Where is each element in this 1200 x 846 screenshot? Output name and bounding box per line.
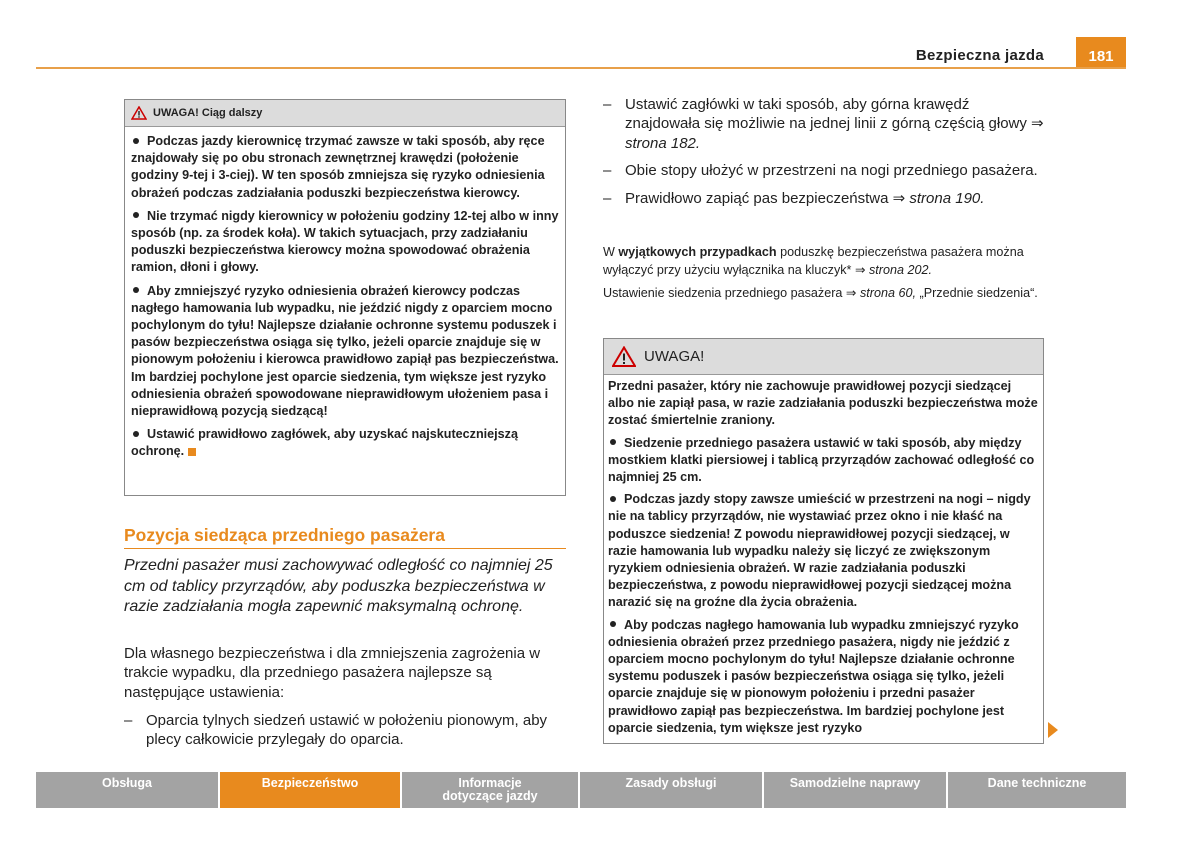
section-intro: Przedni pasażer musi zachowywać odległość co najmniej 25 cm od tablicy przyrządów, aby poduszka bezpieczeństwa w razie zadziałania mogła zapewnić maksymalną ochronę. <box>124 557 553 616</box>
page-reference-link[interactable]: strona 60, <box>859 286 916 300</box>
list-item: – Obie stopy ułożyć w przestrzeni na nogi przedniego pasażera. <box>603 162 1038 180</box>
bullet-icon <box>610 621 616 627</box>
section-rule <box>124 548 566 549</box>
bullet-icon <box>133 212 139 218</box>
paragraph-seat-adjust: Ustawienie siedzenia przedniego pasażera ⇒ strona 60, „Przednie siedzenia“. <box>603 286 1038 300</box>
warning-triangle-icon <box>612 346 636 367</box>
warning-box-continued <box>124 99 566 496</box>
warning-item: Ustawić prawidłowo zagłówek, aby uzyskać najskuteczniejszą ochronę. <box>131 427 518 459</box>
warning-item: Aby podczas nagłego hamowania lub wypadku zmniejszyć ryzyko odniesienia obrażeń przez przedniego pasażera, nigdy nie jeździć z oparciem mocno pochylonym do tyłu! Najlepsze działanie ochronne systemu poduszek i pasów bezpieczeństwa osiąga się tylko, jeżeli oparcie znajduje się w pionowym położeniu i przedni pasażer prawidłowo zapiął pas bezpieczeństwa. Im bardziej pochylone jest oparcie siedzenia, tym większe jest ryzyko <box>608 617 1019 735</box>
list-item: – Oparcia tylnych siedzeń ustawić w położeniu pionowym, aby plecy całkowicie przylegały do oparcia. <box>124 712 548 749</box>
page-reference-link[interactable]: strona 190. <box>909 189 985 207</box>
tab-samodzielne-naprawy[interactable]: Samodzielne naprawy <box>764 772 946 808</box>
warning-lead: Przedni pasażer, który nie zachowuje prawidłowej pozycji siedzącej albo nie zapiął pasa, w razie zadziałania poduszki bezpieczeństwa może zostać śmiertelnie zraniony. <box>608 379 1038 428</box>
bullet-icon <box>610 439 616 445</box>
chapter-tabs <box>36 772 1126 808</box>
list-item: – Ustawić zagłówki w taki sposób, aby górna krawędź znajdowała się możliwie na jednej linii z górną częścią głowy ⇒ strona 182. <box>603 96 1044 152</box>
bullet-icon <box>133 138 139 144</box>
warning-body <box>604 375 1043 737</box>
end-square-icon <box>188 448 196 456</box>
tab-informacje[interactable]: Informacje dotyczące jazdy <box>402 772 578 808</box>
warning-header <box>604 339 1043 375</box>
warning-box <box>603 338 1044 744</box>
dash-list <box>124 711 566 750</box>
section-title: Pozycja siedząca przedniego pasażera <box>124 525 445 545</box>
page-reference-link[interactable]: strona 182. <box>625 134 701 152</box>
tab-zasady-obslugi[interactable]: Zasady obsługi <box>580 772 762 808</box>
section-paragraph: Dla własnego bezpieczeństwa i dla zmniejszenia zagrożenia w trakcie wypadku, dla przedniego pasażera najlepsze są następujące ustawienia: <box>124 645 541 701</box>
list-item: – Prawidłowo zapiąć pas bezpieczeństwa ⇒ strona 190. <box>603 189 985 207</box>
next-page-arrow-icon[interactable] <box>1048 722 1058 738</box>
page-reference-link[interactable]: strona 202. <box>869 262 933 277</box>
warning-title: UWAGA! Ciąg dalszy <box>153 107 263 119</box>
bullet-icon <box>133 431 139 437</box>
tab-dane-techniczne[interactable]: Dane techniczne <box>948 772 1126 808</box>
bullet-icon <box>133 287 139 293</box>
warning-header <box>125 100 565 127</box>
paragraph-airbag-switch: W wyjątkowych przypadkach poduszkę bezpieczeństwa pasażera można wyłączyć przy użyciu wyłącznika na kluczyk* ⇒ strona 202. <box>603 245 1024 277</box>
page-number: 181 <box>1076 37 1126 69</box>
tab-obsluga[interactable]: Obsługa <box>36 772 218 808</box>
warning-title: UWAGA! <box>644 348 705 365</box>
running-header: Bezpieczna jazda <box>915 47 1044 64</box>
warning-item: Nie trzymać nigdy kierownicy w położeniu godziny 12-tej albo w inny sposób (np. za środek koła). W takich sytuacjach, przy zadziałaniu poduszki bezpieczeństwa kierowcy można spowodować obrażenia ramion, dłoni i głowy. <box>131 208 559 275</box>
bullet-icon <box>610 496 616 502</box>
warning-triangle-icon <box>131 106 147 120</box>
warning-item: Aby zmniejszyć ryzyko odniesienia obrażeń kierowcy podczas nagłego hamowania lub wypadku, nie jeździć nigdy z oparciem mocno pochylonym do tyłu! Najlepsze działanie ochronne systemu poduszek i pasów bezpieczeństwa osiąga się tylko, jeżeli oparcie znajduje się w pionowym położeniu i kierowca prawidłowo zapiął pas bezpieczeństwa. Im bardziej pochylone jest oparcie siedzenia, tym większe jest ryzyko odniesienia obrażeń spowodowane nieprawidłowym ułożeniem pasa i nieprawidłową pozycją siedzącą! <box>131 283 559 419</box>
warning-item: Podczas jazdy kierownicę trzymać zawsze w taki sposób, aby ręce znajdowały się po obu stronach zewnętrznej krawędzi (położenie godziny 9-tej i 3-ciej). W ten sposób zmniejsza się ryzyko odniesienia obrażeń podczas zadziałania poduszki bezpieczeństwa kierowcy. <box>131 134 545 200</box>
warning-body <box>125 127 565 461</box>
warning-item: Siedzenie przedniego pasażera ustawić w taki sposób, aby między mostkiem klatki piersiowej i tablicą przyrządów zachować odległość co najmniej 25 cm. <box>608 435 1035 485</box>
warning-item: Podczas jazdy stopy zawsze umieścić w przestrzeni na nogi – nigdy nie na tablicy przyrządów, nie wystawiać przez okno i nie kłaść na poduszce siedzenia! Z powodu nieprawidłowej pozycji siedzącej, w razie hamowania lub wypadku należy się liczyć ze zwiększonym ryzykiem odniesienia obrażeń. W razie zadziałania poduszki bezpieczeństwa, z powodu nieprawidłowej pozycji siedzącej można narazić się na groźne dla życia obrażenia. <box>608 492 1031 610</box>
tab-bezpieczenstwo[interactable]: Bezpieczeństwo <box>220 772 400 808</box>
dash-list-right <box>603 95 1048 216</box>
header-rule <box>36 67 1126 69</box>
